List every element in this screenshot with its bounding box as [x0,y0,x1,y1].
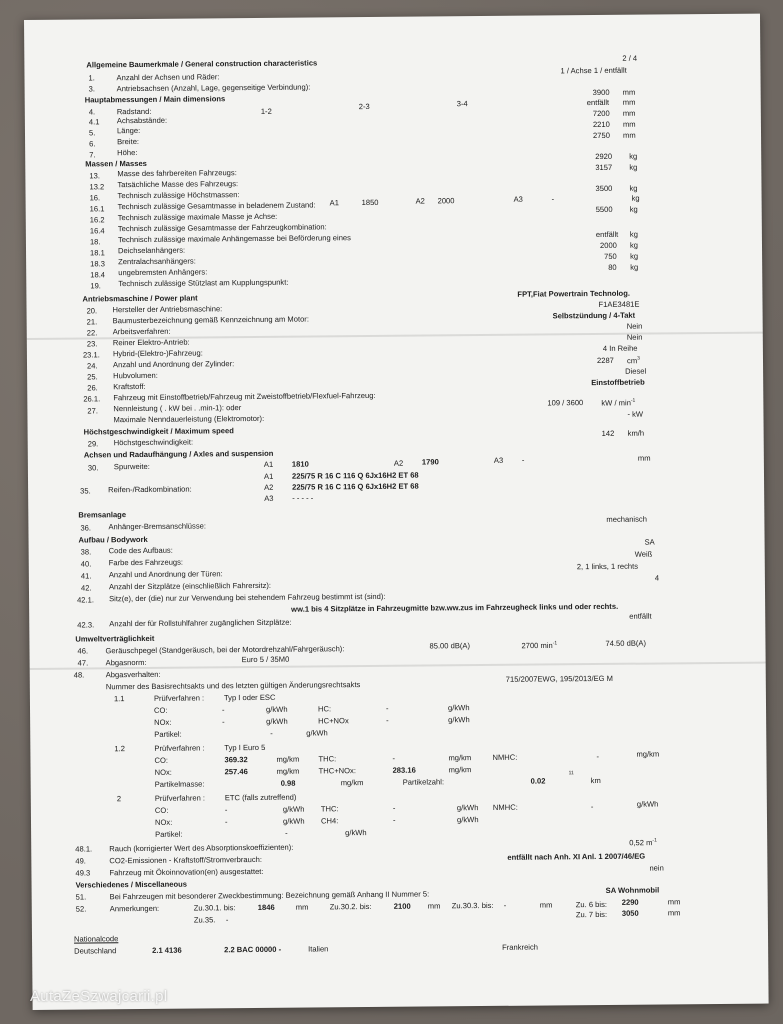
row-value: Weiß [634,549,653,559]
row-number: 36. [80,523,92,533]
emission-label: THC+NOx: [318,766,356,776]
row-number: 21. [86,317,98,327]
axle-label: A3 [493,455,504,465]
emission-block-number: 1.2 [114,744,125,754]
row-label: Hersteller der Antriebsmaschine: [112,304,223,315]
row-unit: kg [629,240,639,250]
row-number: 18.3 [90,259,105,269]
axle-value: 1790 [421,457,439,467]
emission-label: CO: [153,705,168,715]
emission-block-number: 2 [116,794,122,804]
row-value: - kW [627,409,644,419]
row-number: 46. [77,646,89,656]
row-number: 18.4 [90,270,106,280]
axle-label: A1 [329,198,339,208]
row-value: 4 In Reihe [602,343,638,353]
tyre-combination: - - - - - [292,493,314,503]
row-label: Abgasverhalten: [105,669,161,680]
emission-unit: g/kWh [282,804,305,814]
row-label: Baumusterbezeichnung gemäß Kennzeichnung am Motor: [112,314,309,326]
noise-driveby: 74.50 dB(A) [605,638,647,648]
row-label: Technisch zulässige Stützlast am Kupplungspunkt: [118,277,289,289]
row-label: Spurweite: [113,461,150,472]
row-number: 29. [87,439,99,449]
row-unit: mm [622,119,636,129]
emission-value: - [224,817,228,827]
emission-label: Partikel: [154,729,182,739]
row-unit: kg [629,229,638,239]
row-value: FPT,Fiat Powertrain Technolog. [517,288,630,299]
row-number: 52. [75,904,87,914]
row-unit: $cm^3$ [626,355,640,366]
emission-unit: km [590,775,601,786]
row-label: Abgasnorm: [105,657,147,668]
row-value: nein [649,863,664,873]
emission-test-procedure: ETC (falls zutreffend) [224,792,297,803]
emission-unit: g/kWh [282,816,305,826]
row-number: 26.1. [83,394,101,404]
row-value: 2, 1 links, 1 rechts [576,561,639,572]
row-value: Nein [626,332,643,342]
row-label: Fahrzeug mit Einstoffbetrieb/Fahrzeug mit Zweistoffbetrieb/Flexfuel-Fahrzeug: [113,390,376,403]
row-unit: kg [630,262,639,272]
axle-label: A2 [264,482,274,492]
axle-label: A2 [415,196,425,206]
emission-label: NMHC: [492,802,518,812]
row-number: 16.1 [89,204,105,214]
row-number: 13.2 [89,182,105,192]
row-value: 2210 [592,119,610,130]
emission-label: NOx: [154,817,173,827]
row-unit: mm [637,453,651,463]
row-label: Anzahl der Achsen und Räder: [116,72,220,83]
emission-value: 0.98 [280,778,296,788]
row-value: entfällt [586,97,610,108]
row-label: Höchstgeschwindigkeit: [113,437,194,448]
row-label: Radstand: [116,106,152,117]
emission-test-procedure: Typ I Euro 5 [224,742,266,753]
emission-label: HC+NOx [318,716,349,726]
row-label: Sitz(e), der (die) nur zur Verwendung bei stehendem Fahrzeug bestimmt ist (sind): [109,591,386,604]
watermark: AutaZeSzwajcarii.pl [30,988,168,1005]
emission-unit: g/kWh [456,815,479,825]
section-heading-bodywork: Aufbau / Bodywork [78,534,148,545]
emission-unit: g/kWh [448,715,470,725]
row-unit: km/h [627,428,645,438]
remark-unit: mm [295,902,309,912]
emission-unit: g/kWh [447,703,470,713]
row-number: 42. [80,583,92,593]
remark-value: 3050 [621,908,639,918]
emission-unit: g/kWh [306,728,328,738]
emission-unit: g/kWh [636,799,659,809]
row-label: Reifen-/Radkombination: [108,484,192,495]
row-label: Technisch zulässige maximale Masse je Achse: [117,211,278,223]
row-value: F1AE3481E [598,299,640,309]
row-value: 2750 [592,130,610,141]
row-value: 715/2007EWG, 195/2013/EG M [505,673,614,684]
row-number: 23.1. [82,350,100,360]
row-number: 26. [87,383,98,393]
row-label: Anzahl und Anordnung der Zylinder: [112,359,235,370]
section-heading-dimensions: Hauptabmessungen / Main dimensions [84,94,226,105]
emission-value: - [385,703,389,713]
remark-value: 2100 [393,901,411,911]
row-label: Tatsächliche Masse des Fahrzeugs: [117,179,239,190]
row-value: 5500 [595,204,613,215]
row-label: Anzahl der Sitzplätze (einschließlich Fahrersitz): [108,580,272,592]
row-number: 25. [87,372,98,382]
emission-value: 283.16 [392,765,416,775]
emission-value: - [392,815,396,825]
emission-unit: mg/km [636,749,660,759]
emission-label: Prüfverfahren : [153,693,205,703]
row-label: Antriebsachsen (Anzahl, Lage, gegenseitige Verbindung): [116,82,311,94]
emission-value: - [224,805,228,815]
row-unit: kg [631,193,640,203]
row-unit: kg [629,183,638,193]
row-label: Reiner Elektro-Antrieb: [112,337,190,348]
document-page [24,14,769,1010]
row-value: 2000 [599,240,617,250]
row-value: mechanisch [606,514,647,524]
emission-value: 369.32 [224,755,248,765]
emission-test-procedure: Typ I oder ESC [223,692,276,703]
row-number: 5. [88,128,96,138]
emission-label: CO: [154,755,169,765]
row-number: 16. [89,193,101,203]
row-label: Deichselanhängers: [117,245,186,256]
emission-label: Partikelzahl: [402,777,445,787]
row-number: 19. [90,281,101,291]
row-unit: kg [629,204,638,214]
row-value: 7200 [592,108,610,119]
section-heading-masses: Massen / Masses [85,158,147,169]
row-label: Technisch zulässige Gesamtmasse der Fahrzeugkombination: [117,222,327,234]
country: Italien [308,944,329,954]
axle-column: 2-3 [358,101,370,112]
section-heading-speed: Höchstgeschwindigkeit / Maximum speed [83,426,234,437]
row-label: Arbeitsverfahren: [112,326,171,337]
row-label: Anzahl der für Rollstuhlfahrer zugänglichen Sitzplätze: [109,617,292,629]
row-number: 16.4 [89,226,105,236]
emission-label: Partikel: [155,829,183,839]
row-label: CO2-Emissionen - Kraftstoff/Stromverbrauch: [109,854,263,866]
axle-column: 3-4 [456,99,468,109]
emission-value: - [222,717,225,727]
code-2-1: 2.1 4136 [152,945,182,955]
remark-value: - [225,915,229,925]
emission-unit: mg/km [448,765,472,775]
axle-value: 1810 [291,459,309,469]
section-heading-misc: Verschiedenes / Miscellaneous [75,879,188,890]
row-number: 42.3. [77,620,95,630]
code-2-2: 2.2 BAC 00000 - [224,944,282,955]
row-unit: kW / $\min^{-1}$ [601,397,636,408]
remark-value: 1846 [257,902,275,912]
row-value: 2920 [595,151,613,162]
axle-label: A2 [393,458,404,468]
row-label: Masse des fahrbereiten Fahrzeugs: [117,168,237,179]
row-number: 41. [80,571,92,581]
emission-value: - [596,752,600,762]
remark-unit: mm [427,901,441,911]
row-number: 48. [73,670,85,680]
emission-value: - [392,803,396,813]
section-heading-national-code: Nationalcode [73,934,119,944]
row-label: Anzahl und Anordnung der Türen: [108,569,223,580]
country: Frankreich [502,942,539,952]
row-number: 22. [86,328,98,338]
noise-stationary: 85.00 dB(A) [429,641,471,651]
remark-unit: mm [539,900,553,910]
noise-rpm: 2700 $\min^{-1}$ [521,640,558,651]
section-heading-axles: Achsen und Radaufhängung / Axles and suspension [83,448,274,460]
row-value: 750 [604,251,617,261]
axle-value: 1850 [361,197,379,208]
row-label: ungebremsten Anhängers: [118,267,208,278]
axle-value: 2000 [437,196,455,206]
row-label: Kraftstoff: [113,381,146,392]
row-unit: mm [622,130,636,140]
row-unit: kg [629,162,638,172]
remark-label: Zu.35. [193,915,216,925]
row-number: 16.2 [89,215,105,225]
section-heading-general: Allgemeine Baumerkmale / General construction characteristics [86,58,318,70]
axle-label: A3 [264,493,274,503]
row-value: Nein [626,321,643,331]
row-number: 4.1 [88,117,100,127]
row-label: Rauch (korrigierter Wert des Absorptionskoeffizienten): [109,842,294,854]
row-value: Diesel [625,366,647,376]
row-unit: kg [630,251,639,261]
row-number: 51. [75,892,87,902]
emission-unit: mg/km [276,766,300,776]
row-value: Einstoffbetrieb [591,377,645,388]
row-number: 48.1. [75,844,93,854]
row-label: Anhänger-Bremsanschlüsse: [108,521,206,532]
emission-value: - [590,802,594,812]
emission-unit: mg/km [276,754,300,764]
emission-label: NMHC: [492,752,518,762]
row-label: Nummer des Basisrechtsakts und des letzten gültigen Änderungsrechtsakts [105,680,361,692]
row-value: 3500 [595,183,613,194]
emission-value: 0.02 [530,776,546,786]
row-value: SA [644,537,655,547]
row-label: Zentralachsanhängers: [118,256,196,267]
remark-label: Zu.30.3. bis: [451,900,494,911]
emission-label: HC: [317,704,332,714]
row-number: 42.1. [77,595,94,605]
row-number: 20. [86,306,98,316]
row-label: Anmerkungen: [109,903,160,914]
row-label: Geräuschpegel (Standgeräusch, bei der Motordrehzahl/Fahrgeräusch): [105,644,345,656]
row-number: 40. [80,559,92,569]
row-value: Selbstzündung / 4-Takt [552,310,636,321]
emission-value: - [386,715,389,725]
row-number: 49.3 [75,868,91,878]
axle-label: A3 [513,194,523,204]
row-unit: mm [622,97,636,107]
emission-unit: mg/km [448,753,472,763]
axle-column: 1-2 [260,106,272,116]
row-number: 38. [80,547,92,557]
row-value: 80 [608,262,617,272]
row-unit: mm [622,108,636,118]
row-label: Breite: [117,137,140,147]
emission-exponent: 11 [568,770,574,777]
row-label: Nennleistung ( . kW bei . .min-1): oder [113,403,242,414]
row-number: 30. [87,463,99,473]
row-value: Euro 5 / 35M0 [241,654,290,665]
emission-label: CH4: [320,816,339,826]
row-number: 18. [89,237,101,247]
emission-label: Prüfverfahren : [154,793,206,803]
row-value: 3900 [592,87,610,98]
row-unit: mm [622,87,636,97]
row-value: ww.1 bis 4 Sitzplätze in Fahrzeugmitte bzw.ww.zus im Fahrzeugheck links und oder rechts. [291,601,619,614]
remark-value: 2290 [621,897,639,907]
section-heading-power: Antriebsmaschine / Power plant [82,293,198,304]
emission-value: - [221,705,225,715]
row-value: entfällt [629,611,652,621]
emission-label: NOx: [154,767,172,777]
emission-value: - [285,828,288,838]
row-number: 47. [77,658,89,668]
axle-label: A1 [263,459,274,469]
emission-label: Partikelmasse: [154,779,205,789]
tyre-combination: 225/75 R 16 C 116 Q 6Jx16H2 ET 68 [291,470,419,481]
row-number: 49. [75,856,86,866]
emission-value: 257.46 [224,767,248,777]
section-heading-brakes: Bremsanlage [78,510,127,520]
axle-label: A1 [263,471,274,481]
row-value: 3157 [595,162,613,173]
section-heading-environment: Umweltverträglichkeit [75,633,155,644]
emission-block-number: 1.1 [113,694,125,704]
row-label: Farbe des Fahrzeugs: [108,557,184,568]
row-label: Technisch zulässige Höchstmassen: [117,190,240,201]
remark-label: Zu. 7 bis: [575,909,608,920]
remark-value: - [503,900,507,910]
row-number: 6. [89,139,96,149]
row-number: 23. [86,339,98,349]
row-number: 7. [89,150,96,160]
emission-unit: g/kWh [345,828,367,838]
row-unit: kg [629,151,638,161]
remark-label: Zu. 6 bis: [575,899,608,910]
row-value: 2287 [596,355,614,366]
row-number: 27. [87,406,99,416]
emission-label: THC: [318,754,337,764]
emission-value: - [270,728,273,738]
emission-label: Prüfverfahren : [154,743,205,753]
row-number: 3. [88,84,95,94]
remark-unit: mm [667,908,681,918]
emission-unit: mg/km [340,778,364,788]
remark-label: Zu.30.1. bis: [193,903,236,913]
row-value: 142 [601,428,615,438]
row-value: 4 [654,573,660,583]
row-number: 13. [89,171,100,181]
emission-unit: g/kWh [265,704,288,714]
emission-unit: g/kWh [456,803,479,813]
row-label: Länge: [116,125,141,136]
row-label: Technisch zulässige maximale Anhängemasse bei Beförderung eines [117,233,351,245]
emission-label: THC: [320,804,339,814]
row-label: Technisch zulässige Gesamtmasse in beladenem Zustand: [117,200,316,212]
row-label: Achsabstände: [116,115,168,126]
axle-value: - [551,194,555,204]
country: Deutschland [74,946,117,956]
row-number: 1. [88,73,95,83]
row-label: Bei Fahrzeugen mit besonderer Zweckbestimmung: Bezeichnung gemäß Anhang II Nummer 5: [109,889,430,902]
row-label: Hubvolumen: [113,370,158,381]
tyre-combination: 225/75 R 16 C 116 Q 6Jx16H2 ET 68 [292,481,419,492]
row-value: 0,52 $m^{-1}$ [629,837,657,848]
row-number: 35. [80,486,91,496]
row-number: 18.1 [89,248,105,258]
remark-label: Zu.30.2. bis: [329,902,372,912]
row-label: Code des Aufbaus: [108,545,173,556]
row-value: 109 / 3600 [547,398,584,408]
row-value: 1 / Achse 1 / entfällt [560,65,627,76]
row-value: entfällt [595,229,619,240]
row-value: SA Wohnmobil [605,885,660,895]
row-label: Fahrzeug mit Ökoinnovation(en) ausgestattet: [109,866,264,878]
row-label: Maximale Nenndauerleistung (Elektromotor): [113,413,265,425]
row-number: 24. [86,361,98,371]
row-label: Höhe: [117,148,138,158]
axle-value: - [521,455,525,465]
remark-unit: mm [667,897,681,907]
emission-label: NOx: [154,717,172,727]
row-number: 4. [88,107,96,117]
emission-value: - [392,753,396,763]
emission-label: CO: [154,805,169,815]
emission-unit: g/kWh [266,716,288,726]
row-label: Hybrid-(Elektro-)Fahrzeug: [112,348,203,359]
row-value: entfällt nach Anh. XI Anl. 1 2007/46/EG [507,851,646,862]
page-number: 2 / 4 [622,53,638,63]
